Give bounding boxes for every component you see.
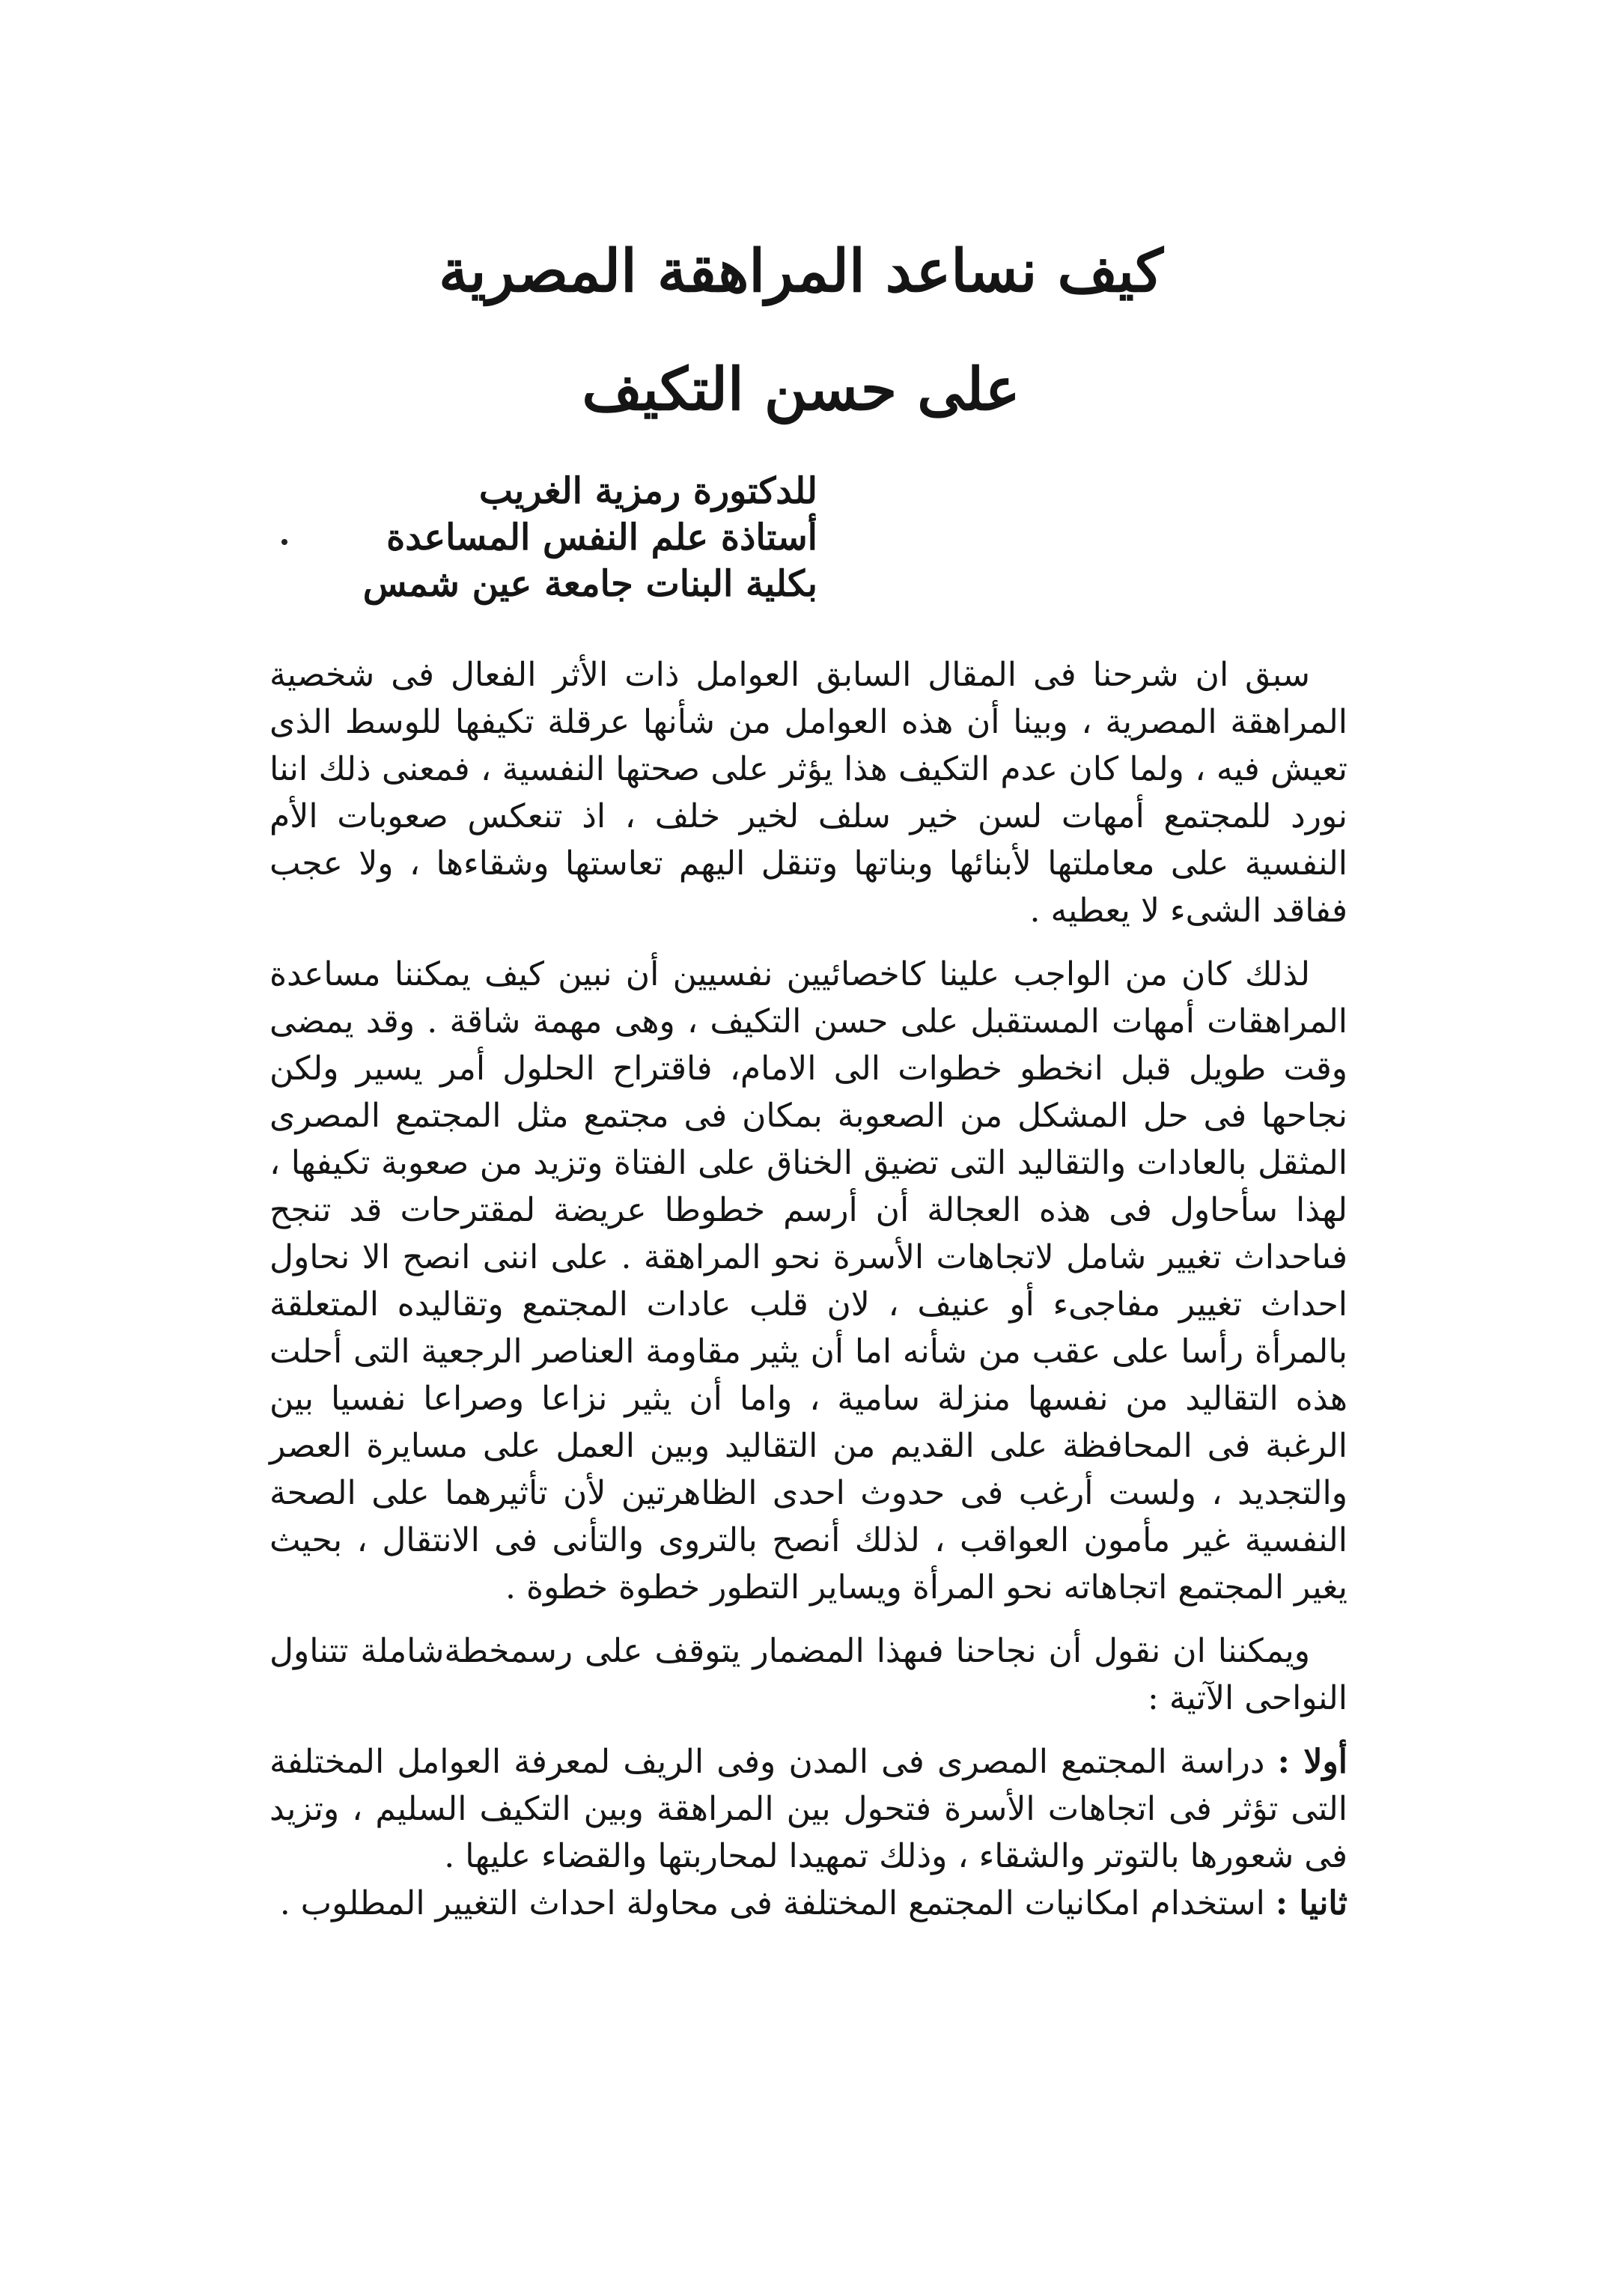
list-item-text: دراسة المجتمع المصرى فى المدن وفى الريف لمعرفة العوامل المختلفة التى تؤثر فى اتجاهات الأسرة فتحول بين المراهقة وبين التكيف السليم ، وتزيد فى شعورها بالتوتر والشقاء ، وذلك تمهيدا لمحاربتها والقضاء عليها . <box>269 1743 1347 1875</box>
body-paragraph: ويمكننا ان نقول أن نجاحنا فىهذا المضمار يتوقف على رسمخطةشاملة تتناول النواحى الآتية : <box>269 1632 1347 1717</box>
author-affiliation: بكلية البنات جامعة عين شمس <box>362 563 817 605</box>
author-block <box>363 468 817 607</box>
author-position: أستاذة علم النفس المساعدة <box>386 517 817 558</box>
list-item-label: ثانيا : <box>1275 1884 1347 1922</box>
body-paragraph: لذلك كان من الواجب علينا كاخصائيين نفسيين أن نبين كيف يمكننا مساعدة المراهقات أمهات المستقبل على حسن التكيف ، وهى مهمة شاقة . وقد يمضى وقت طويل قبل انخطو خطوات الى الامام، فاقتراح الحلول أمر يسير ولكن نجاحها فى حل المشكل من الصعوبة بمكان فى مجتمع مثل المجتمع المصرى المثقل بالعادات والتقاليد التى تضيق الخناق على الفتاة وتزيد من صعوبة تكيفها ، لهذا سأحاول فى هذه العجالة أن أرسم خطوطا عريضة لمقترحات قد تنجح فىاحداث تغيير شامل لاتجاهات الأسرة نحو المراهقة . على اننى انصح الا نحاول احداث تغيير مفاجىء أو عنيف ، لان قلب عادات المجتمع وتقاليده المتعلقة بالمرأة رأسا على عقب من شأنه اما أن يثير مقاومة العناصر الرجعية التى أحلت هذه التقاليد من نفسها منزلة سامية ، واما أن يثير نزاعا وصراعا نفسيا بين الرغبة فى المحافظة على القديم من التقاليد وبين العمل على مسايرة العصر والتجديد ، ولست أرغب فى حدوث احدى الظاهرتين لأن تأثيرهما على الصحة النفسية غير مأمون العواقب ، لذلك أنصح بالتروى والتأنى فى الانتقال ، بحيث يغير المجتمع اتجاهاته نحو المرأة ويساير التطور خطوة خطوة . <box>269 955 1347 1607</box>
article-body <box>269 651 1347 1927</box>
list-item <box>269 1880 1347 1927</box>
article-subtitle: على حسن التكيف <box>582 356 1020 424</box>
list-item-text: استخدام امكانيات المجتمع المختلفة فى محاولة احداث التغيير المطلوب . <box>279 1884 1265 1922</box>
body-paragraph: سبق ان شرحنا فى المقال السابق العوامل ذات الأثر الفعال فى شخصية المراهقة المصرية ، وبينا أن هذه العوامل من شأنها عرقلة تكيفها للوسط الذى تعيش فيه ، ولما كان عدم التكيف هذا يؤثر على صحتها النفسية ، فمعنى ذلك اننا نورد للمجتمع أمهات لسن خير سلف لخير خلف ، اذ تنعكس صعوبات الأم النفسية على معاملتها لأبنائها وبناتها وتنقل اليهم تعاستها وشقاءها ، ولا عجب ففاقد الشىء لا يعطيه . <box>269 656 1347 930</box>
author-name: للدكتورة رمزية الغريب <box>478 470 817 512</box>
article-title: كيف نساعد المراهقة المصرية <box>439 237 1163 305</box>
stray-dot-mark <box>281 539 287 545</box>
list-item-label: أولا : <box>1277 1743 1347 1781</box>
list-item <box>269 1738 1347 1880</box>
